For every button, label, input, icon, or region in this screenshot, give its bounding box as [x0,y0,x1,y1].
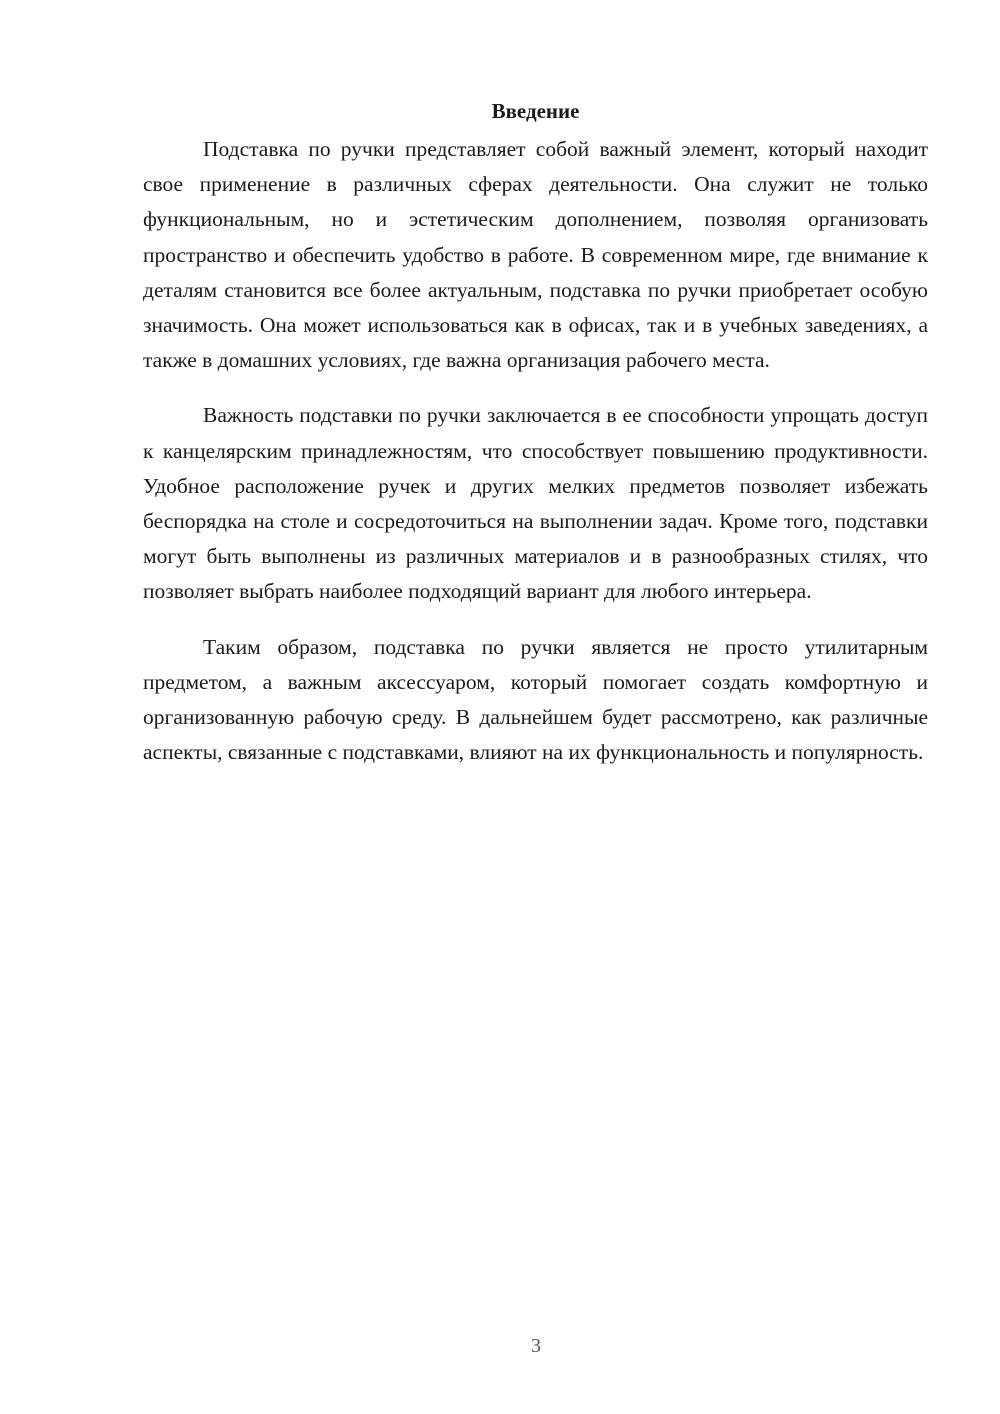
paragraph-1: Подставка по ручки представляет собой важный элемент, который находит свое применение в различных сферах деятельности. Она служит не только функциональным, но и эстетическим дополнением, позволяя организовать пространство и обеспечить удобство в работе. В современном мире, где внимание к деталям становится все более актуальным, подставка по ручки приобретает особую значимость. Она может использоваться как в офисах, так и в учебных заведениях, а также в домашних условиях, где важна организация рабочего места. [143,137,928,373]
section-heading: Введение [491,99,580,123]
paragraph-2: Важность подставки по ручки заключается в ее способности упрощать доступ к канцелярским принадлежностям, что способствует повышению продуктивности. Удобное расположение ручек и других мелких предметов позволяет избежать беспорядка на столе и сосредоточиться на выполнении задач. Кроме того, подставки могут быть выполнены из различных материалов и в разнообразных стилях, что позволяет выбрать наиболее подходящий вариант для любого интерьера. [143,403,928,604]
paragraph-3: Таким образом, подставка по ручки является не просто утилитарным предметом, а важным аксессуаром, который помогает создать комфортную и организованную рабочую среду. В дальнейшем будет рассмотрено, как различные аспекты, связанные с подставками, влияют на их функциональность и популярность. [143,634,928,765]
page-content [143,96,928,770]
page-number: 3 [531,1335,541,1357]
